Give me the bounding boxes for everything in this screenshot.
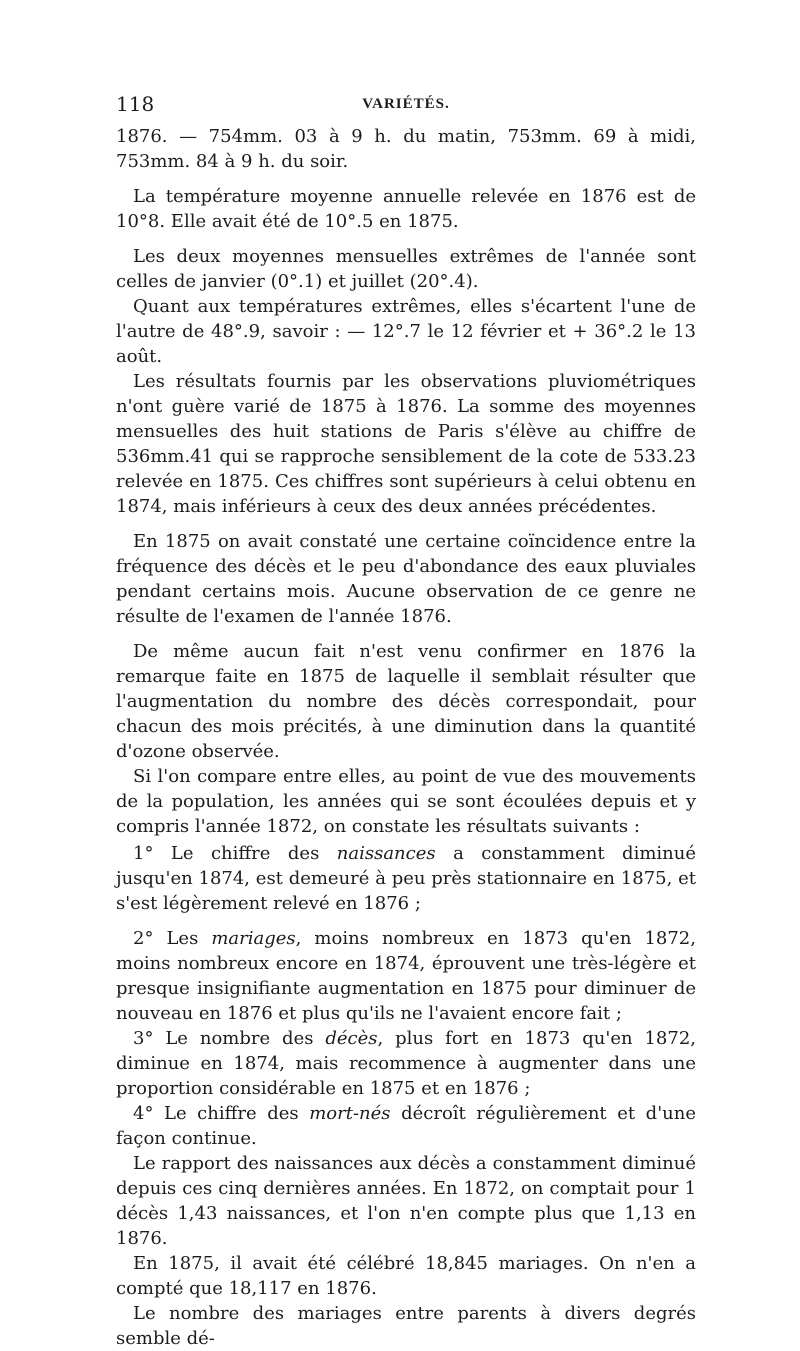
list-item-stillbirths: 4° Le chiffre des mort-nés décroît régulièrement et d'une façon continue. [116,1103,696,1149]
paragraph-births-deaths-ratio: Le rapport des naissances aux décès a constamment diminué depuis ces cinq dernières années. En 1872, on comptait pour 1 décès 1,43 naissances, et l'on n'en compte plus que 1,13 en 1876. [116,1153,696,1249]
running-title: VARIÉTÉS. [362,96,450,112]
paragraph-annual-temperature: La température moyenne annuelle relevée en 1876 est de 10°8. Elle avait été de 10°.5 en 1875. [116,186,696,232]
list-item-births: 1° Le chiffre des naissances a constamment diminué jusqu'en 1874, est demeuré à peu près stationnaire en 1875, et s'est légèrement relevé en 1876 ; [116,843,696,914]
body-text [116,124,696,1351]
paragraph-consanguine-marriages: Le nombre des mariages entre parents à divers degrés semble dé- [116,1303,696,1349]
paragraph-extreme-temperatures: Quant aux températures extrêmes, elles s'écartent l'une de l'autre de 48°.9, savoir : — 12°.7 le 12 février et + 36°.2 le 13 août. [116,296,696,367]
paragraph-ozone: De même aucun fait n'est venu confirmer en 1876 la remarque faite en 1875 de laquelle il semblait résulter que l'augmentation du nombre des décès correspondait, pour chacun des mois précités, à une diminution dans la quantité d'ozone observée. [116,641,696,762]
paragraph-monthly-means: Les deux moyennes mensuelles extrêmes de l'année sont celles de janvier (0°.1) et juillet (20°.4). [116,246,696,292]
page-number: 118 [116,92,155,116]
list-item-deaths: 3° Le nombre des décès, plus fort en 1873 qu'en 1872, diminue en 1874, mais recommence à augmenter dans une proportion considérable en 1875 et en 1876 ; [116,1028,696,1099]
paragraph-1876-pressure: 1876. — 754mm. 03 à 9 h. du matin, 753mm. 69 à midi, 753mm. 84 à 9 h. du soir. [116,126,696,172]
page-header [116,92,696,124]
paragraph-marriage-counts: En 1875, il avait été célébré 18,845 mariages. On n'en a compté que 18,117 en 1876. [116,1253,696,1299]
paragraph-population-intro: Si l'on compare entre elles, au point de vue des mouvements de la population, les années qui se sont écoulées depuis et y compris l'année 1872, on constate les résultats suivants : [116,766,696,837]
paragraph-rainfall: Les résultats fournis par les observations pluviométriques n'ont guère varié de 1875 à 1876. La somme des moyennes mensuelles des huit stations de Paris s'élève au chiffre de 536mm.41 qui se rapproche sensiblement de la cote de 533.23 relevée en 1875. Ces chiffres sont supérieurs à celui obtenu en 1874, mais inférieurs à ceux des deux années précédentes. [116,371,696,517]
list-item-marriages: 2° Les mariages, moins nombreux en 1873 qu'en 1872, moins nombreux encore en 1874, éprouvent une très-légère et presque insignifiante augmentation en 1875 pour diminuer de nouveau en 1876 et plus qu'ils ne l'avaient encore fait ; [116,928,696,1024]
paragraph-deaths-rain: En 1875 on avait constaté une certaine coïncidence entre la fréquence des décès et le peu d'abondance des eaux pluviales pendant certains mois. Aucune observation de ce genre ne résulte de l'examen de l'année 1876. [116,531,696,627]
